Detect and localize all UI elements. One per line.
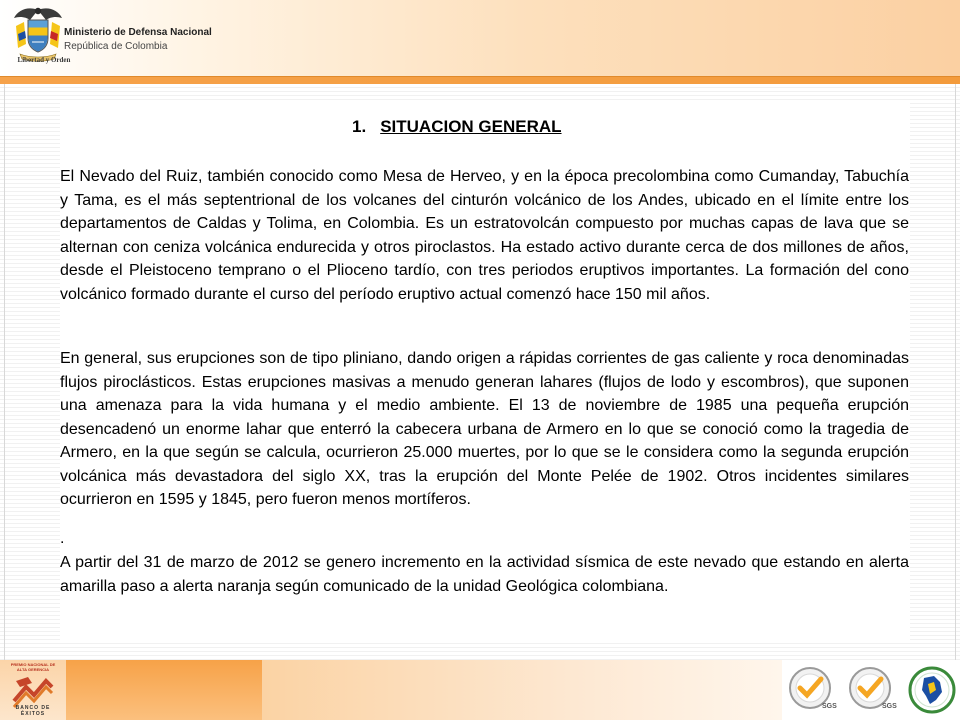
section-title	[352, 117, 562, 137]
header-band	[0, 0, 960, 76]
paragraph-3: A partir del 31 de marzo de 2012 se genero incremento en la actividad sísmica de este nevado que estando en alerta amarilla paso a alerta naranja según comunicado de la unidad Geológica colombiana.	[60, 554, 909, 595]
ministry-name: Ministerio de Defensa Nacional	[64, 27, 212, 38]
paragraph-2: En general, sus erupciones son de tipo pliniano, dando origen a rápidas corrientes de gas caliente y roca denominadas flujos piroclásticos. Estas erupciones masivas a menudo generan lahares (flujos de lodo y escombros), que suponen una amenaza para la vida humana y el medio ambiente. El 13 de noviembre de 1985 una pequeña erupción desencadenó un enorme lahar que enterró la cabecera urbana de Armero en lo que se conoció como la tragedia de Armero, en la que según se calcula, ocurrieron 25.000 muertes, por lo que se le considera como la segunda erupción volcánica más devastadora del siglo XX, tras la erupción del Monte Pelée de 1902. Otros incidentes similares ocurrieron en 1595 y 1845, pero fueron menos mortíferos.	[60, 350, 909, 508]
section-number: 1.	[352, 117, 367, 136]
prize-title: PREMIO NACIONAL DE ALTA GERENCIA	[10, 662, 56, 672]
separator-dot: .	[60, 530, 65, 547]
section-title-text: SITUACION GENERAL	[380, 117, 562, 136]
footer-gradient-band	[262, 660, 782, 720]
sgs-label: SGS	[882, 703, 897, 710]
colombia-coat-of-arms-icon	[10, 4, 66, 64]
prize-subtitle: BANCO DE ÉXITOS	[15, 705, 51, 717]
motto-text: Libertad y Orden	[17, 56, 71, 64]
republic-name: República de Colombia	[64, 41, 168, 52]
paragraph-1: El Nevado del Ruiz, también conocido como Mesa de Herveo, y en la época precolombina como Cumanday, Tabuchía y Tama, es el más septentrional de los volcanes del cinturón volcánico de los Andes, ubicado en el límite entre los departamentos de Caldas y Tolima, en Colombia. Es un estratovolcán compuesto por muchas capas de lava que se alternan con ceniza volcánica endurecida y otros piroclastos. Ha estado activo durante cerca de dos millones de años, desde el Pleistoceno temprano o el Plioceno tardío, con tres periodos eruptivos importantes. La formación del cono volcánico formado durante el curso del período eruptivo actual comenzó hace 150 mil años.	[60, 168, 909, 303]
colombia-map-seal-icon	[906, 664, 960, 718]
sgs-label: SGS	[822, 703, 837, 710]
footer-orange-band	[66, 660, 262, 720]
